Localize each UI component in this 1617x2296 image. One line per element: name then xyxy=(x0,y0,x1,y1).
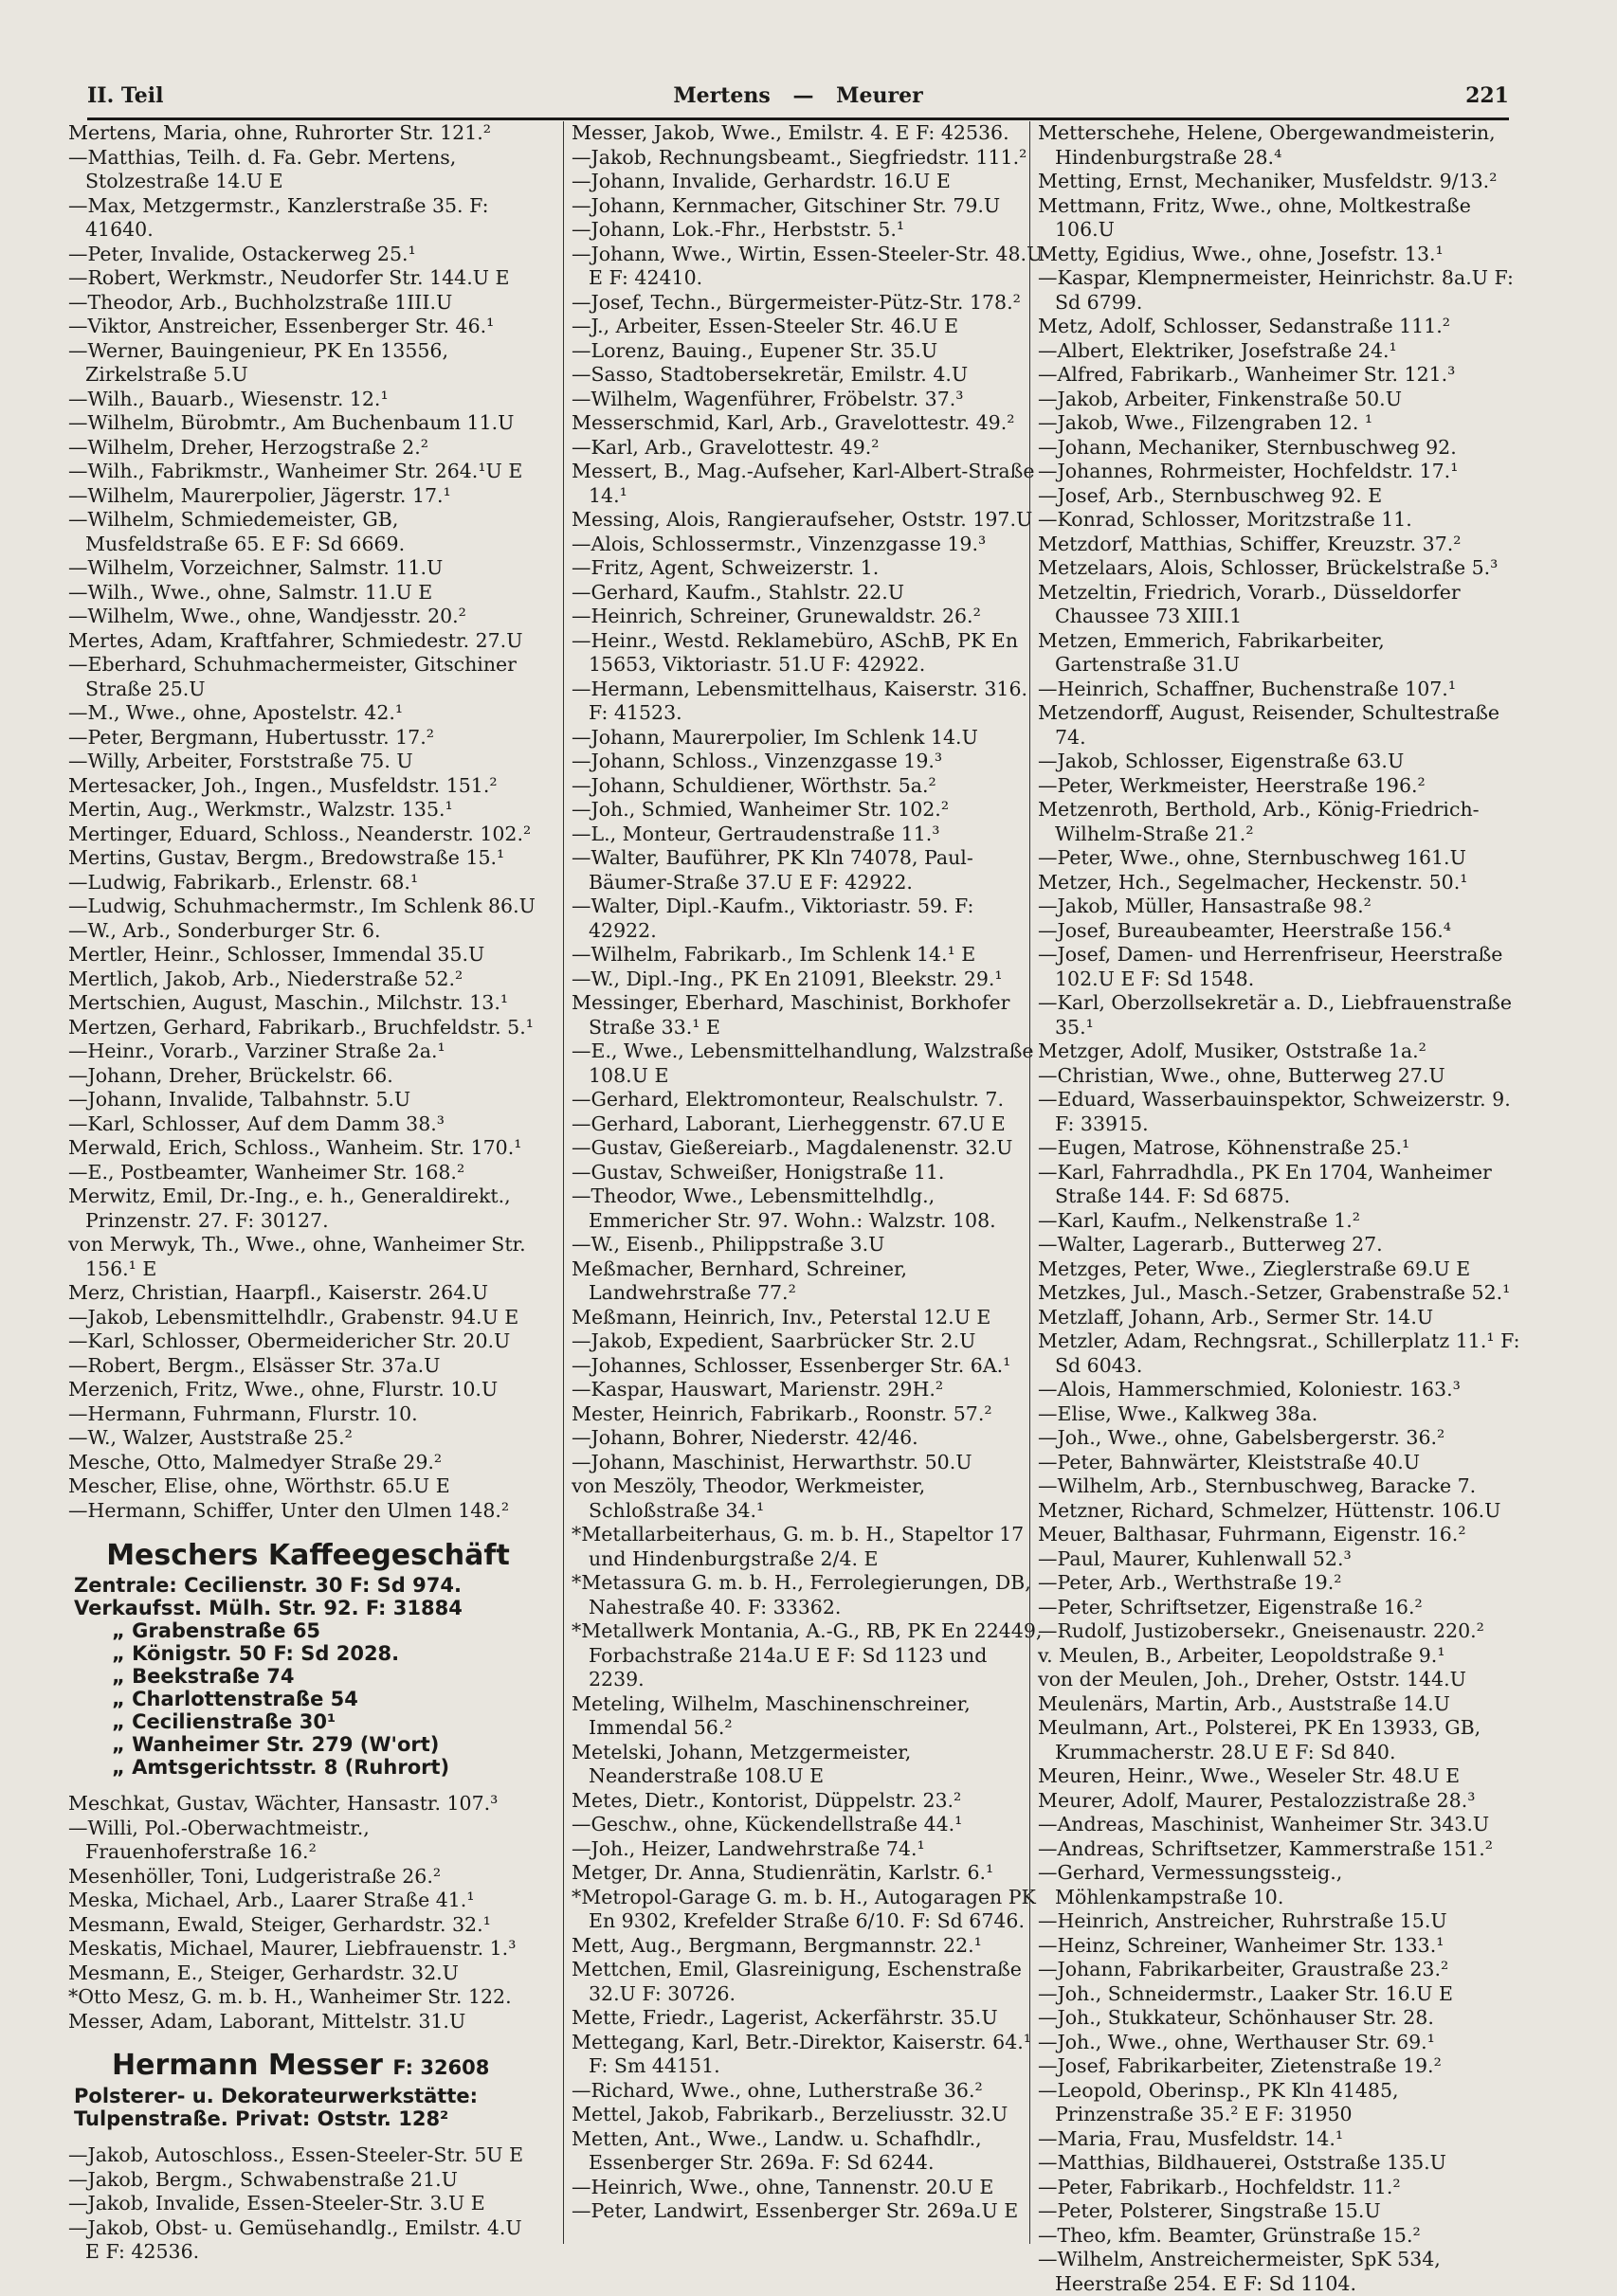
directory-entry: —Rudolf, Justizobersekr., Gneisenaustr. 220.² xyxy=(1038,1619,1484,1642)
directory-entry: Metz, Adolf, Schlosser, Sedanstraße 111.² xyxy=(1038,315,1450,337)
directory-entry: —Walter, Bauführer, PK Kln 74078, Paul-Bäumer-Straße 37.U E F: 42922. xyxy=(572,846,973,894)
directory-entry: —Peter, Invalide, Ostackerweg 25.¹ xyxy=(68,242,416,265)
directory-entry: Metzler, Adam, Rechngsrat., Schillerplatz 11.¹ F: Sd 6043. xyxy=(1038,1329,1520,1377)
directory-entry: —Gerhard, Laborant, Lierheggenstr. 67.U E xyxy=(572,1112,1006,1135)
directory-entry: *Metallarbeiterhaus, G. m. b. H., Stapeltor 17 und Hindenburgstraße 2/4. E xyxy=(572,1523,1025,1570)
directory-entry: —Johann, Maschinist, Herwarthstr. 50.U xyxy=(572,1450,972,1473)
directory-entry: —Johann, Fabrikarbeiter, Graustraße 23.² xyxy=(1038,1958,1449,1980)
directory-entry: Metzen, Emmerich, Fabrikarbeiter, Gartenstraße 31.U xyxy=(1038,628,1385,676)
directory-entry: Mertschien, August, Maschin., Milchstr. 13.¹ xyxy=(68,991,509,1014)
directory-entry: —Theo, kfm. Beamter, Grünstraße 15.² xyxy=(1038,2223,1421,2247)
directory-entry: —Karl, Arb., Gravelottestr. 49.² xyxy=(572,435,880,459)
directory-entry: Metes, Dietr., Kontorist, Düppelstr. 23.² xyxy=(572,1788,962,1812)
directory-entry: Meßmacher, Bernhard, Schreiner, Landwehrstraße 77.² xyxy=(572,1256,908,1304)
directory-entry: Messing, Alois, Rangieraufseher, Oststr. 197.U xyxy=(572,508,1033,531)
directory-entry: —Wilhelm, Bürobmtr., Am Buchenbaum 11.U xyxy=(68,411,515,434)
directory-entry: Metty, Egidius, Wwe., ohne, Josefstr. 13.¹ xyxy=(1038,242,1444,265)
directory-entry: —Jakob, Rechnungsbeamt., Siegfriedstr. 111.² xyxy=(572,145,1027,169)
directory-entry: Mett, Aug., Bergmann, Bergmannstr. 22.¹ xyxy=(572,1933,982,1957)
directory-entry: —Jakob, Schlosser, Eigenstraße 63.U xyxy=(1038,750,1405,772)
directory-entry: Meschkat, Gustav, Wächter, Hansastr. 107.³ xyxy=(68,1792,499,1815)
directory-entry: —Wilh., Bauarb., Wiesenstr. 12.¹ xyxy=(68,387,389,410)
directory-entry: —Joh., Schmied, Wanheimer Str. 102.² xyxy=(572,798,950,821)
directory-entry: —Heinrich, Anstreicher, Ruhrstraße 15.U xyxy=(1038,1909,1447,1932)
directory-entry: —Elise, Wwe., Kalkweg 38a. xyxy=(1038,1401,1318,1425)
directory-entry: —Karl, Schlosser, Obermeidericher Str. 20.U xyxy=(68,1329,511,1352)
directory-entry: —Konrad, Schlosser, Moritzstraße 11. xyxy=(1038,508,1412,531)
directory-entry: —Theodor, Arb., Buchholzstraße 1III.U xyxy=(68,290,453,314)
directory-entry: Meuer, Balthasar, Fuhrmann, Eigenstr. 16.² xyxy=(1038,1523,1466,1546)
directory-entry: —Joh., Heizer, Landwehrstraße 74.¹ xyxy=(572,1836,925,1860)
directory-entry: —Sasso, Stadtobersekretär, Emilstr. 4.U xyxy=(572,363,969,386)
directory-entry: —Karl, Kaufm., Nelkenstraße 1.² xyxy=(1038,1208,1361,1232)
directory-entry: —Ludwig, Schuhmachermstr., Im Schlenk 86.U xyxy=(68,895,536,917)
directory-entry: —Eugen, Matrose, Köhnenstraße 25.¹ xyxy=(1038,1136,1410,1159)
directory-entry: Mertes, Adam, Kraftfahrer, Schmiedestr. 27.U xyxy=(68,628,523,652)
directory-entry: Metzger, Adolf, Musiker, Oststraße 1a.² xyxy=(1038,1040,1426,1062)
directory-entry: Messer, Adam, Laborant, Mittelstr. 31.U xyxy=(68,2009,466,2033)
directory-entry: —Wilh., Wwe., ohne, Salmstr. 11.U E xyxy=(68,580,433,604)
directory-entry: —Heinrich, Schreiner, Grunewaldstr. 26.² xyxy=(572,605,981,627)
directory-entry: Mester, Heinrich, Fabrikarb., Roonstr. 57.² xyxy=(572,1401,992,1425)
directory-entry: Meulenärs, Martin, Arb., Auststraße 14.U xyxy=(1038,1691,1450,1715)
directory-entry: —Joh., Schneidermstr., Laaker Str. 16.U E xyxy=(1038,1981,1453,2005)
directory-entry: —Lorenz, Bauing., Eupener Str. 35.U xyxy=(572,338,938,362)
directory-entry: —Heinrich, Schaffner, Buchenstraße 107.¹ xyxy=(1038,677,1457,700)
directory-entry: Mettegang, Karl, Betr.-Direktor, Kaiserstr. 64.¹ F: Sm 44151. xyxy=(572,2030,1031,2077)
directory-entry: Mettel, Jakob, Fabrikarb., Berzeliusstr. 32.U xyxy=(572,2103,1008,2125)
directory-entry: —Matthias, Bildhauerei, Oststraße 135.U xyxy=(1038,2151,1446,2174)
section-label: II. Teil xyxy=(87,83,164,108)
directory-entry: —Maria, Frau, Musfeldstr. 14.¹ xyxy=(1038,2126,1344,2150)
directory-entry: —Peter, Landwirt, Essenberger Str. 269a.U E xyxy=(572,2199,1019,2222)
directory-entry: Meßmann, Heinrich, Inv., Peterstal 12.U E xyxy=(572,1305,991,1329)
directory-entry: *Metassura G. m. b. H., Ferrolegierungen, DB, Nahestraße 40. F: 33362. xyxy=(572,1571,1031,1618)
directory-entry: —Kaspar, Klempnermeister, Heinrichstr. 8a.U F: Sd 6799. xyxy=(1038,266,1514,314)
directory-entry: *Otto Mesz, G. m. b. H., Wanheimer Str. 122. xyxy=(68,1985,512,2008)
directory-entry: Mertens, Maria, ohne, Ruhrorter Str. 121.² xyxy=(68,121,491,144)
directory-entry: Mettchen, Emil, Glasreinigung, Eschenstraße 32.U F: 30726. xyxy=(572,1958,1022,2005)
directory-entry: —Alois, Hammerschmied, Koloniestr. 163.³ xyxy=(1038,1378,1461,1401)
directory-entry: —Kaspar, Hauswart, Marienstr. 29H.² xyxy=(572,1378,944,1401)
directory-entry: —Wilhelm, Arb., Sternbuschweg, Baracke 7. xyxy=(1038,1474,1477,1497)
directory-entry: Mertins, Gustav, Bergm., Bredowstraße 15.¹ xyxy=(68,846,505,869)
directory-entry: —Gustav, Schweißer, Honigstraße 11. xyxy=(572,1160,945,1184)
directory-entry: —Wilh., Fabrikmstr., Wanheimer Str. 264.¹U E xyxy=(68,460,523,482)
advertisement-messer xyxy=(74,2049,542,2130)
directory-entry: —Jakob, Lebensmittelhdlr., Grabenstr. 94.U E xyxy=(68,1305,519,1329)
running-title xyxy=(87,83,1509,108)
page-header xyxy=(87,80,1509,120)
directory-entry: —Ludwig, Fabrikarb., Erlenstr. 68.¹ xyxy=(68,870,419,894)
directory-entry: —Peter, Arb., Werthstraße 19.² xyxy=(1038,1571,1342,1594)
directory-entry: —Heinrich, Wwe., ohne, Tannenstr. 20.U E xyxy=(572,2175,994,2198)
directory-entry: —Peter, Polsterer, Singstraße 15.U xyxy=(1038,2199,1381,2222)
ad-branch: „ Wanheimer Str. 279 (W'ort) xyxy=(112,1733,440,1756)
directory-entry: —Joh., Stukkateur, Schönhauser Str. 28. xyxy=(1038,2006,1434,2029)
directory-entry: —Johann, Schloss., Vinzenzgasse 19.³ xyxy=(572,750,943,772)
directory-entry: —Jakob, Obst- u. Gemüsehandlg., Emilstr. 4.U E F: 42536. xyxy=(68,2215,522,2263)
ad-branch-list xyxy=(74,1619,542,1779)
directory-entry: —Johann, Invalide, Gerhardstr. 16.U E xyxy=(572,170,951,192)
directory-entry: —Jakob, Expedient, Saarbrücker Str. 2.U xyxy=(572,1329,976,1352)
directory-entry: Mesmann, E., Steiger, Gerhardstr. 32.U xyxy=(68,1961,459,1984)
directory-entry: —E., Wwe., Lebensmittelhandlung, Walzstraße 108.U E xyxy=(572,1040,1034,1087)
directory-entry: —W., Arb., Sonderburger Str. 6. xyxy=(68,918,381,942)
directory-entry: —Robert, Bergm., Elsässer Str. 37a.U xyxy=(68,1353,441,1377)
directory-entry: —Walter, Lagerarb., Butterweg 27. xyxy=(1038,1233,1383,1256)
directory-entry: —Johann, Schuldiener, Wörthstr. 5a.² xyxy=(572,773,936,797)
ad-branch: „ Amtsgerichtsstr. 8 (Ruhrort) xyxy=(112,1756,450,1779)
directory-entry: Mertzen, Gerhard, Fabrikarb., Bruchfeldstr. 5.¹ xyxy=(68,1015,534,1039)
directory-entry: Meteling, Wilhelm, Maschinenschreiner, Immendal 56.² xyxy=(572,1691,971,1739)
directory-entry: von der Meulen, Joh., Dreher, Oststr. 144.U xyxy=(1038,1668,1466,1690)
directory-entry: —Geschw., ohne, Kückendellstraße 44.¹ xyxy=(572,1813,963,1835)
directory-entry: —Josef, Fabrikarbeiter, Zietenstraße 19.² xyxy=(1038,2054,1442,2077)
directory-entry: —Willi, Pol.-Oberwachtmeistr., Frauenhoferstraße 16.² xyxy=(68,1816,370,1863)
directory-entry: Metzendorff, August, Reisender, Schultestraße 74. xyxy=(1038,701,1500,749)
directory-entry: —Robert, Werkmstr., Neudorfer Str. 144.U E xyxy=(68,266,510,289)
directory-entry: —Johann, Bohrer, Niederstr. 42/46. xyxy=(572,1426,918,1449)
directory-entry: Merz, Christian, Haarpfl., Kaiserstr. 264.U xyxy=(68,1281,489,1304)
directory-entry: —Peter, Werkmeister, Heerstraße 196.² xyxy=(1038,773,1426,797)
directory-entry: —M., Wwe., ohne, Apostelstr. 42.¹ xyxy=(68,701,404,724)
directory-entry: —Werner, Bauingenieur, PK En 13556, Zirkelstraße 5.U xyxy=(68,338,448,386)
directory-entry: —Jakob, Bergm., Schwabenstraße 21.U xyxy=(68,2167,458,2191)
directory-entry: —Johann, Maurerpolier, Im Schlenk 14.U xyxy=(572,725,978,749)
directory-entry: —Eberhard, Schuhmachermeister, Gitschiner Straße 25.U xyxy=(68,653,517,700)
directory-entry: —Heinr., Vorarb., Varziner Straße 2a.¹ xyxy=(68,1040,445,1062)
directory-entry: Metting, Ernst, Mechaniker, Musfeldstr. 9/13.² xyxy=(1038,170,1498,192)
directory-entry: —Wilhelm, Wagenführer, Fröbelstr. 37.³ xyxy=(572,387,964,410)
directory-entry: Merzenich, Fritz, Wwe., ohne, Flurstr. 10.U xyxy=(68,1378,499,1401)
ad-title: Meschers Kaffeegeschäft xyxy=(106,1539,510,1572)
directory-entry: Messerschmid, Karl, Arb., Gravelottestr. 49.² xyxy=(572,411,1015,434)
directory-entry: —Hermann, Lebensmittelhaus, Kaiserstr. 316. F: 41523. xyxy=(572,677,1027,724)
directory-entry: —Wilhelm, Fabrikarb., Im Schlenk 14.¹ E xyxy=(572,943,976,966)
directory-entry: —Hermann, Fuhrmann, Flurstr. 10. xyxy=(68,1401,418,1425)
directory-entry: Metzlaff, Johann, Arb., Sermer Str. 14.U xyxy=(1038,1305,1434,1329)
ad-line: Verkaufsst. Mülh. Str. 92. F: 31884 xyxy=(74,1597,463,1619)
directory-entry: —W., Dipl.-Ing., PK En 21091, Bleekstr. 29.¹ xyxy=(572,967,1003,990)
directory-entry: —Joh., Wwe., ohne, Gabelsbergerstr. 36.² xyxy=(1038,1426,1445,1449)
directory-entry: —Johann, Kernmacher, Gitschiner Str. 79.U xyxy=(572,193,1001,217)
directory-entry: Mertinger, Eduard, Schloss., Neanderstr. 102.² xyxy=(68,822,532,845)
ad-name: Hermann Messer xyxy=(112,2049,383,2082)
directory-entry: —Gustav, Gießereiarb., Magdalenenstr. 32.U xyxy=(572,1136,1013,1159)
column-1 xyxy=(68,121,542,2263)
directory-entry: —Peter, Bahnwärter, Kleiststraße 40.U xyxy=(1038,1450,1420,1473)
directory-entry: Metger, Dr. Anna, Studienrätin, Karlstr. 6.¹ xyxy=(572,1861,994,1884)
directory-entry: Mescher, Elise, ohne, Wörthstr. 65.U E xyxy=(68,1474,450,1497)
directory-entry: Mesenhöller, Toni, Ludgeristraße 26.² xyxy=(68,1864,442,1888)
ad-branch: „ Beekstraße 74 xyxy=(112,1665,295,1688)
directory-entry: v. Meulen, B., Arbeiter, Leopoldstraße 9.¹ xyxy=(1038,1643,1445,1667)
directory-entry: —Karl, Oberzollsekretär a. D., Liebfrauenstraße 35.¹ xyxy=(1038,991,1513,1039)
directory-entry: Mette, Friedr., Lagerist, Ackerfährstr. 35.U xyxy=(572,2006,998,2029)
directory-entry: —Heinr., Westd. Reklamebüro, ASchB, PK En 15653, Viktoriastr. 51.U F: 42922. xyxy=(572,628,1019,676)
directory-entry: —Josef, Damen- und Herrenfriseur, Heerstraße 102.U E F: Sd 1548. xyxy=(1038,943,1503,990)
directory-entry: Meuren, Heinr., Wwe., Weseler Str. 48.U E xyxy=(1038,1764,1461,1787)
directory-entry: —W., Eisenb., Philippstraße 3.U xyxy=(572,1233,885,1256)
directory-entry: Mertler, Heinr., Schlosser, Immendal 35.U xyxy=(68,943,485,966)
directory-entry: —Joh., Wwe., ohne, Werthauser Str. 69.¹ xyxy=(1038,2030,1435,2053)
directory-entry: —Johannes, Schlosser, Essenberger Str. 6A.¹ xyxy=(572,1353,1011,1377)
running-title-first: Mertens xyxy=(673,83,771,108)
directory-entry: Mettmann, Fritz, Wwe., ohne, Moltkestraße 106.U xyxy=(1038,193,1471,241)
directory-entry: —Wilhelm, Wwe., ohne, Wandjesstr. 20.² xyxy=(68,605,466,627)
directory-entry: —Jakob, Invalide, Essen-Steeler-Str. 3.U E xyxy=(68,2192,485,2215)
ad-branch: „ Charlottenstraße 54 xyxy=(112,1688,358,1710)
directory-entry: —Alfred, Fabrikarb., Wanheimer Str. 121.³ xyxy=(1038,363,1456,386)
directory-entry: —Jakob, Arbeiter, Finkenstraße 50.U xyxy=(1038,387,1402,410)
directory-entry: —Matthias, Teilh. d. Fa. Gebr. Mertens, Stolzestraße 14.U E xyxy=(68,145,457,192)
directory-entry: —Christian, Wwe., ohne, Butterweg 27.U xyxy=(1038,1063,1445,1087)
directory-entry: —Willy, Arbeiter, Forststraße 75. U xyxy=(68,750,413,772)
directory-entry: —Johannes, Rohrmeister, Hochfeldstr. 17.¹ xyxy=(1038,460,1459,482)
directory-entry: Merwald, Erich, Schloss., Wanheim. Str. 170.¹ xyxy=(68,1136,522,1159)
directory-entry: Metten, Ant., Wwe., Landw. u. Schafhdlr., Essenberger Str. 269a. F: Sd 6244. xyxy=(572,2126,982,2174)
directory-entry: —Hermann, Schiffer, Unter den Ulmen 148.² xyxy=(68,1498,510,1522)
directory-entry: —Jakob, Müller, Hansastraße 98.² xyxy=(1038,895,1372,917)
ad-line: Tulpenstraße. Privat: Oststr. 128² xyxy=(74,2107,449,2130)
directory-entry: Messert, B., Mag.-Aufseher, Karl-Albert-Straße 14.¹ xyxy=(572,460,1035,507)
directory-entry: —Gerhard, Vermessungssteig., Möhlenkampstraße 10. xyxy=(1038,1861,1343,1908)
directory-entry: —Peter, Wwe., ohne, Sternbuschweg 161.U xyxy=(1038,846,1466,869)
directory-entry: —Karl, Fahrradhdla., PK En 1704, Wanheimer Straße 144. F: Sd 6875. xyxy=(1038,1160,1492,1207)
entry-list xyxy=(68,121,542,1523)
directory-entry: —Leopold, Oberinsp., PK Kln 41485, Prinzenstraße 35.² E F: 31950 xyxy=(1038,2078,1399,2125)
directory-entry: Metzner, Richard, Schmelzer, Hüttenstr. 106.U xyxy=(1038,1498,1501,1522)
directory-entry: —Wilhelm, Dreher, Herzogstraße 2.² xyxy=(68,435,428,459)
directory-entry: Mertesacker, Joh., Ingen., Musfeldstr. 151.² xyxy=(68,773,498,797)
entry-list xyxy=(68,1792,542,2034)
directory-entry: Meskatis, Michael, Maurer, Liebfrauenstr. 1.³ xyxy=(68,1937,517,1960)
directory-entry: —Albert, Elektriker, Josefstraße 24.¹ xyxy=(1038,338,1397,362)
ad-branch: „ Grabenstraße 65 xyxy=(112,1619,321,1642)
directory-entry: von Merwyk, Th., Wwe., ohne, Wanheimer Str. 156.¹ E xyxy=(68,1233,526,1280)
directory-entry: —E., Postbeamter, Wanheimer Str. 168.² xyxy=(68,1160,465,1184)
directory-entry: Meulmann, Art., Polsterei, PK En 13933, GB, Krummacherstr. 28.U E F: Sd 840. xyxy=(1038,1716,1481,1763)
directory-entry: —Heinz, Schreiner, Wanheimer Str. 133.¹ xyxy=(1038,1933,1444,1957)
directory-entry: Metzenroth, Berthold, Arb., König-Friedrich-Wilhelm-Straße 21.² xyxy=(1038,798,1480,845)
directory-entry: Metzkes, Jul., Masch.-Setzer, Grabenstraße 52.¹ xyxy=(1038,1281,1511,1304)
directory-entry: —Peter, Bergmann, Hubertusstr. 17.² xyxy=(68,725,434,749)
directory-entry: —Josef, Arb., Sternbuschweg 92. E xyxy=(1038,483,1383,507)
directory-entry: —Fritz, Agent, Schweizerstr. 1. xyxy=(572,556,880,579)
running-title-last: Meurer xyxy=(836,83,923,108)
directory-entry: Messinger, Eberhard, Maschinist, Borkhofer Straße 33.¹ E xyxy=(572,991,1010,1039)
directory-entry: —Josef, Techn., Bürgermeister-Pütz-Str. 178.² xyxy=(572,290,1021,314)
directory-entry: —Max, Metzgermstr., Kanzlerstraße 35. F: 41640. xyxy=(68,193,489,241)
directory-entry: —Johann, Invalide, Talbahnstr. 5.U xyxy=(68,1088,411,1111)
directory-entry: —Peter, Fabrikarb., Hochfeldstr. 11.² xyxy=(1038,2175,1401,2198)
directory-entry: Metzdorf, Matthias, Schiffer, Kreuzstr. 37.² xyxy=(1038,532,1462,555)
directory-entry: —Andreas, Schriftsetzer, Kammerstraße 151.² xyxy=(1038,1836,1493,1860)
ad-line: Zentrale: Cecilienstr. 30 F: Sd 974. xyxy=(74,1574,462,1597)
directory-entry: —Jakob, Wwe., Filzengraben 12. ¹ xyxy=(1038,411,1373,434)
directory-entry: —Theodor, Wwe., Lebensmittelhdlg., Emmericher Str. 97. Wohn.: Walzstr. 108. xyxy=(572,1184,996,1232)
directory-entry: Metelski, Johann, Metzgermeister, Neanderstraße 108.U E xyxy=(572,1740,912,1787)
running-title-dash: — xyxy=(792,83,814,108)
directory-entry: von Meszöly, Theodor, Werkmeister, Schloßstraße 34.¹ xyxy=(572,1474,926,1522)
directory-entry: —Viktor, Anstreicher, Essenberger Str. 46.¹ xyxy=(68,315,495,337)
directory-entry: Mertlich, Jakob, Arb., Niederstraße 52.² xyxy=(68,967,463,990)
directory-entry: —Karl, Schlosser, Auf dem Damm 38.³ xyxy=(68,1112,445,1135)
directory-entry: —Gerhard, Elektromonteur, Realschulstr. 7. xyxy=(572,1088,1004,1111)
directory-entry: —Andreas, Maschinist, Wanheimer Str. 343.U xyxy=(1038,1813,1490,1835)
directory-entry: *Metallwerk Montania, A.-G., RB, PK En 22449, Forbachstraße 214a.U E F: Sd 1123 und 2239. xyxy=(572,1619,1043,1690)
ad-title xyxy=(74,2049,542,2085)
directory-entry: Metzeltin, Friedrich, Vorarb., Düsseldorfer Chaussee 73 XIII.1 xyxy=(1038,580,1461,627)
directory-entry: *Metropol-Garage G. m. b. H., Autogaragen PK En 9302, Krefelder Straße 6/10. F: Sd 6746. xyxy=(572,1885,1036,1932)
page-number: 221 xyxy=(1465,83,1509,108)
directory-entry: —Wilhelm, Maurerpolier, Jägerstr. 17.¹ xyxy=(68,483,451,507)
directory-entry: —Wilhelm, Anstreichermeister, SpK 534, Heerstraße 254. E F: Sd 1104. xyxy=(1038,2248,1441,2295)
directory-entry: Mesmann, Ewald, Steiger, Gerhardstr. 32.¹ xyxy=(68,1912,491,1936)
directory-entry: —Johann, Wwe., Wirtin, Essen-Steeler-Str. 48.U E F: 42410. xyxy=(572,242,1044,289)
directory-entry: —Johann, Dreher, Brückelstr. 66. xyxy=(68,1063,393,1087)
directory-entry: —Wilhelm, Schmiedemeister, GB, Musfeldstraße 65. E F: Sd 6669. xyxy=(68,508,406,555)
directory-entry: Meska, Michael, Arb., Laarer Straße 41.¹ xyxy=(68,1889,475,1911)
directory-entry: —Johann, Lok.-Fhr., Herbststr. 5.¹ xyxy=(572,218,905,241)
directory-entry: —Peter, Schriftsetzer, Eigenstraße 16.² xyxy=(1038,1595,1423,1618)
directory-entry: —Richard, Wwe., ohne, Lutherstraße 36.² xyxy=(572,2078,983,2102)
directory-entry: —Johann, Mechaniker, Sternbuschweg 92. xyxy=(1038,435,1457,459)
column-3 xyxy=(1029,121,1521,2295)
directory-entry: Messer, Jakob, Wwe., Emilstr. 4. E F: 42536. xyxy=(572,121,1009,144)
directory-entry: —Josef, Bureaubeamter, Heerstraße 156.⁴ xyxy=(1038,918,1452,942)
column-2 xyxy=(563,121,1045,2244)
directory-entry: Merwitz, Emil, Dr.-Ing., e. h., Generaldirekt., Prinzenstr. 27. F: 30127. xyxy=(68,1184,511,1232)
directory-entry: —Alois, Schlossermstr., Vinzenzgasse 19.³ xyxy=(572,532,987,555)
directory-entry: —Eduard, Wasserbauinspektor, Schweizerstr. 9. F: 33915. xyxy=(1038,1088,1511,1135)
directory-entry: —J., Arbeiter, Essen-Steeler Str. 46.U E xyxy=(572,315,959,337)
directory-entry: —W., Walzer, Auststraße 25.² xyxy=(68,1426,353,1449)
directory-entry: Metterschehe, Helene, Obergewandmeisterin, Hindenburgstraße 28.⁴ xyxy=(1038,121,1496,169)
ad-phone: F: 32608 xyxy=(392,2056,490,2079)
directory-entry: —Gerhard, Kaufm., Stahlstr. 22.U xyxy=(572,580,904,604)
entry-list xyxy=(68,2143,542,2265)
directory-entry: —Paul, Maurer, Kuhlenwall 52.³ xyxy=(1038,1546,1352,1570)
directory-entry: Mertin, Aug., Werkmstr., Walzstr. 135.¹ xyxy=(68,798,453,821)
directory-entry: Meurer, Adolf, Maurer, Pestalozzistraße 28.³ xyxy=(1038,1788,1476,1812)
directory-entry: —Wilhelm, Vorzeichner, Salmstr. 11.U xyxy=(68,556,444,579)
directory-entry: Metzer, Hch., Segelmacher, Heckenstr. 50.¹ xyxy=(1038,870,1468,894)
directory-entry: —L., Monteur, Gertraudenstraße 11.³ xyxy=(572,822,940,845)
directory-entry: Metzelaars, Alois, Schlosser, Brückelstraße 5.³ xyxy=(1038,556,1499,579)
ad-branch: „ Cecilienstraße 30¹ xyxy=(112,1710,336,1733)
directory-entry: —Jakob, Autoschloss., Essen-Steeler-Str. 5U E xyxy=(68,2143,524,2166)
directory-entry: —Walter, Dipl.-Kaufm., Viktoriastr. 59. F: 42922. xyxy=(572,895,974,942)
ad-line: Polsterer- u. Dekorateurwerkstätte: xyxy=(74,2085,479,2107)
directory-entry: Metzges, Peter, Wwe., Zieglerstraße 69.U E xyxy=(1038,1256,1471,1280)
ad-branch: „ Königstr. 50 F: Sd 2028. xyxy=(112,1642,400,1665)
directory-entry: Mesche, Otto, Malmedyer Straße 29.² xyxy=(68,1450,443,1473)
advertisement-meschers xyxy=(74,1538,542,1779)
